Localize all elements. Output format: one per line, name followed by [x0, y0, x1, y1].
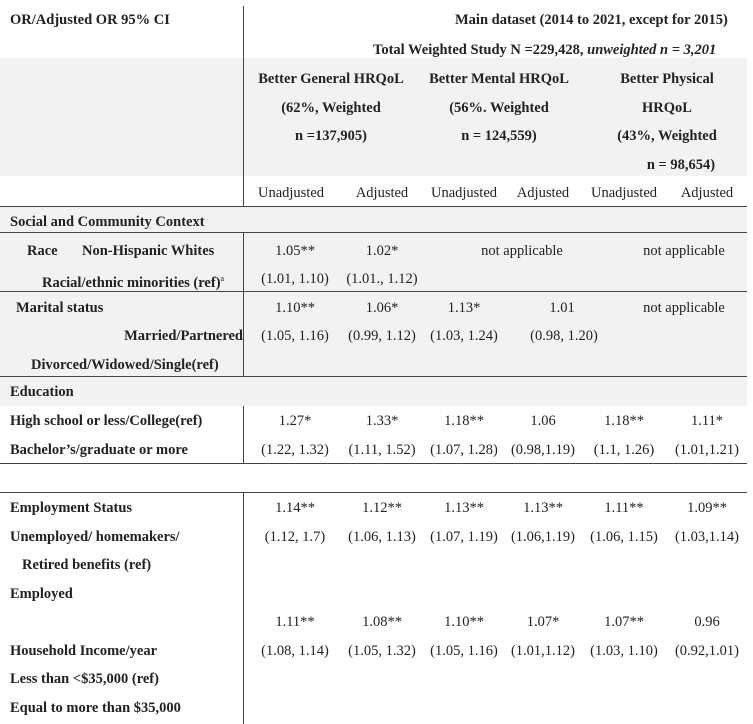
- education-mental-unadj: 1.18**: [444, 413, 484, 429]
- group-general-line2: (62%, Weighted: [281, 100, 381, 116]
- subheader-mental-adjusted: Adjusted: [516, 185, 570, 201]
- marital-physical-na: not applicable: [643, 300, 725, 316]
- section-social: Social and Community Context: [10, 214, 205, 230]
- education-general-unadj: 1.27*: [278, 413, 312, 429]
- rule-header-bottom: [0, 206, 747, 207]
- rule-employment-start: [0, 492, 747, 493]
- marital-mental-adj: 1.01: [549, 300, 575, 316]
- education-general-adj: 1.33*: [365, 413, 399, 429]
- column-divider-lower: [243, 493, 244, 724]
- group-physical-line1: Better Physical: [620, 71, 714, 87]
- income-more-label: Equal to more than $35,000: [10, 700, 181, 716]
- column-divider-marital: [243, 292, 244, 377]
- income-general-unadj: 1.11**: [275, 614, 315, 630]
- total-n: [373, 42, 716, 58]
- group-general-line3: n =137,905): [295, 128, 367, 144]
- employment-label: Employment Status: [10, 500, 133, 516]
- marital-mental-unadj: 1.13*: [447, 300, 481, 316]
- income-mental-unadj-ci: (1.05, 1.16): [430, 643, 498, 659]
- employment-general-unadj: 1.14**: [275, 500, 315, 516]
- employment-retired-label: Retired benefits (ref): [22, 557, 152, 573]
- column-divider-race: [243, 233, 244, 291]
- subheader-mental-unadjusted: Unadjusted: [430, 185, 498, 201]
- employment-physical-adj: 1.09**: [687, 500, 727, 516]
- income-physical-adj-ci: (0.92,1.01): [674, 643, 740, 659]
- group-physical-line2: HRQoL: [642, 100, 692, 116]
- marital-general-adj: 1.06*: [365, 300, 399, 316]
- income-physical-unadj-ci: (1.03, 1.10): [590, 643, 658, 659]
- marital-label: Marital status: [16, 300, 104, 316]
- column-divider: [243, 6, 244, 207]
- employment-mental-adj: 1.13**: [523, 500, 563, 516]
- dataset-title: Main dataset (2014 to 2021, except for 2015): [455, 12, 728, 28]
- employment-physical-unadj-ci: (1.06, 1.15): [590, 529, 658, 545]
- subheader-general-unadjusted: Unadjusted: [257, 185, 325, 201]
- education-physical-adj: 1.11*: [690, 413, 724, 429]
- subheader-physical-unadjusted: Unadjusted: [590, 185, 658, 201]
- education-mental-adj: 1.06: [530, 413, 556, 429]
- race-general-unadj-ci: (1.01, 1.10): [261, 271, 329, 287]
- employment-general-adj: 1.12**: [362, 500, 402, 516]
- income-less-label: Less than <$35,000 (ref): [10, 671, 159, 687]
- race-general-unadj: 1.05**: [275, 243, 315, 259]
- employment-mental-unadj: 1.13**: [444, 500, 484, 516]
- income-mental-adj: 1.07*: [526, 614, 560, 630]
- group-mental-line2: (56%. Weighted: [449, 100, 549, 116]
- rule-marital: [0, 376, 747, 377]
- education-hs-label: High school or less/College(ref): [10, 413, 203, 429]
- employment-physical-adj-ci: (1.03,1.14): [674, 529, 740, 545]
- income-mental-unadj: 1.10**: [444, 614, 484, 630]
- race-whites-label: Non-Hispanic Whites: [82, 243, 215, 259]
- employment-general-adj-ci: (1.06, 1.13): [348, 529, 416, 545]
- marital-general-adj-ci: (0.99, 1.12): [348, 328, 416, 344]
- race-label: Race: [27, 243, 58, 259]
- section-education: Education: [10, 384, 74, 400]
- employment-physical-unadj: 1.11**: [604, 500, 644, 516]
- footnote-marker: a: [220, 274, 225, 283]
- group-physical-line4: n = 98,654): [646, 157, 716, 173]
- group-general-line1: Better General HRQoL: [258, 71, 404, 87]
- subheader-physical-adjusted: Adjusted: [680, 185, 734, 201]
- rule-education-end: [0, 463, 747, 464]
- group-physical-line3: (43%, Weighted: [617, 128, 717, 144]
- education-physical-unadj-ci: (1.1, 1.26): [593, 442, 655, 458]
- unweighted-n: unweighted n = 3,201: [587, 42, 717, 58]
- education-physical-adj-ci: (1.01,1.21): [674, 442, 740, 458]
- race-minorities-text: Racial/ethnic minorities (ref): [42, 274, 221, 291]
- race-minorities-label: [42, 271, 224, 291]
- employment-mental-unadj-ci: (1.07, 1.19): [430, 529, 498, 545]
- marital-mental-unadj-ci: (1.03, 1.24): [430, 328, 498, 344]
- race-physical-na: not applicable: [643, 243, 725, 259]
- rule-social: [0, 232, 747, 233]
- group-mental-line1: Better Mental HRQoL: [429, 71, 569, 87]
- race-mental-na: not applicable: [481, 243, 563, 259]
- marital-general-unadj-ci: (1.05, 1.16): [261, 328, 329, 344]
- education-general-unadj-ci: (1.22, 1.32): [261, 442, 329, 458]
- column-divider-education: [243, 406, 244, 463]
- income-mental-adj-ci: (1.01,1.12): [510, 643, 576, 659]
- group-mental-line3: n = 124,559): [461, 128, 537, 144]
- subheader-general-adjusted: Adjusted: [355, 185, 409, 201]
- race-general-adj-ci: (1.01., 1.12): [346, 271, 418, 287]
- corner-label: OR/Adjusted OR 95% CI: [10, 12, 170, 28]
- income-physical-unadj: 1.07**: [604, 614, 644, 630]
- marital-divorced-label: Divorced/Widowed/Single(ref): [31, 357, 219, 373]
- education-bachelor-label: Bachelor’s/graduate or more: [10, 442, 188, 458]
- income-general-adj: 1.08**: [362, 614, 402, 630]
- income-label: Household Income/year: [10, 643, 158, 659]
- employment-mental-adj-ci: (1.06,1.19): [510, 529, 576, 545]
- employment-employed-label: Employed: [10, 586, 73, 602]
- section-band-education: [0, 377, 747, 406]
- education-mental-adj-ci: (0.98,1.19): [510, 442, 576, 458]
- marital-married-label: Married/Partnered: [124, 328, 243, 344]
- marital-general-unadj: 1.10**: [275, 300, 315, 316]
- employment-unemployed-label: Unemployed/ homemakers/: [10, 529, 180, 545]
- education-general-adj-ci: (1.11, 1.52): [348, 442, 416, 458]
- income-physical-adj: 0.96: [694, 614, 720, 630]
- education-physical-unadj: 1.18**: [604, 413, 644, 429]
- total-weighted: Total Weighted Study N =229,428,: [373, 42, 588, 58]
- race-general-adj: 1.02*: [365, 243, 399, 259]
- income-general-unadj-ci: (1.08, 1.14): [261, 643, 329, 659]
- rule-race: [0, 291, 747, 292]
- income-general-adj-ci: (1.05, 1.32): [348, 643, 416, 659]
- employment-general-unadj-ci: (1.12, 1.7): [264, 529, 326, 545]
- education-mental-unadj-ci: (1.07, 1.28): [430, 442, 498, 458]
- marital-mental-adj-ci: (0.98, 1.20): [530, 328, 598, 344]
